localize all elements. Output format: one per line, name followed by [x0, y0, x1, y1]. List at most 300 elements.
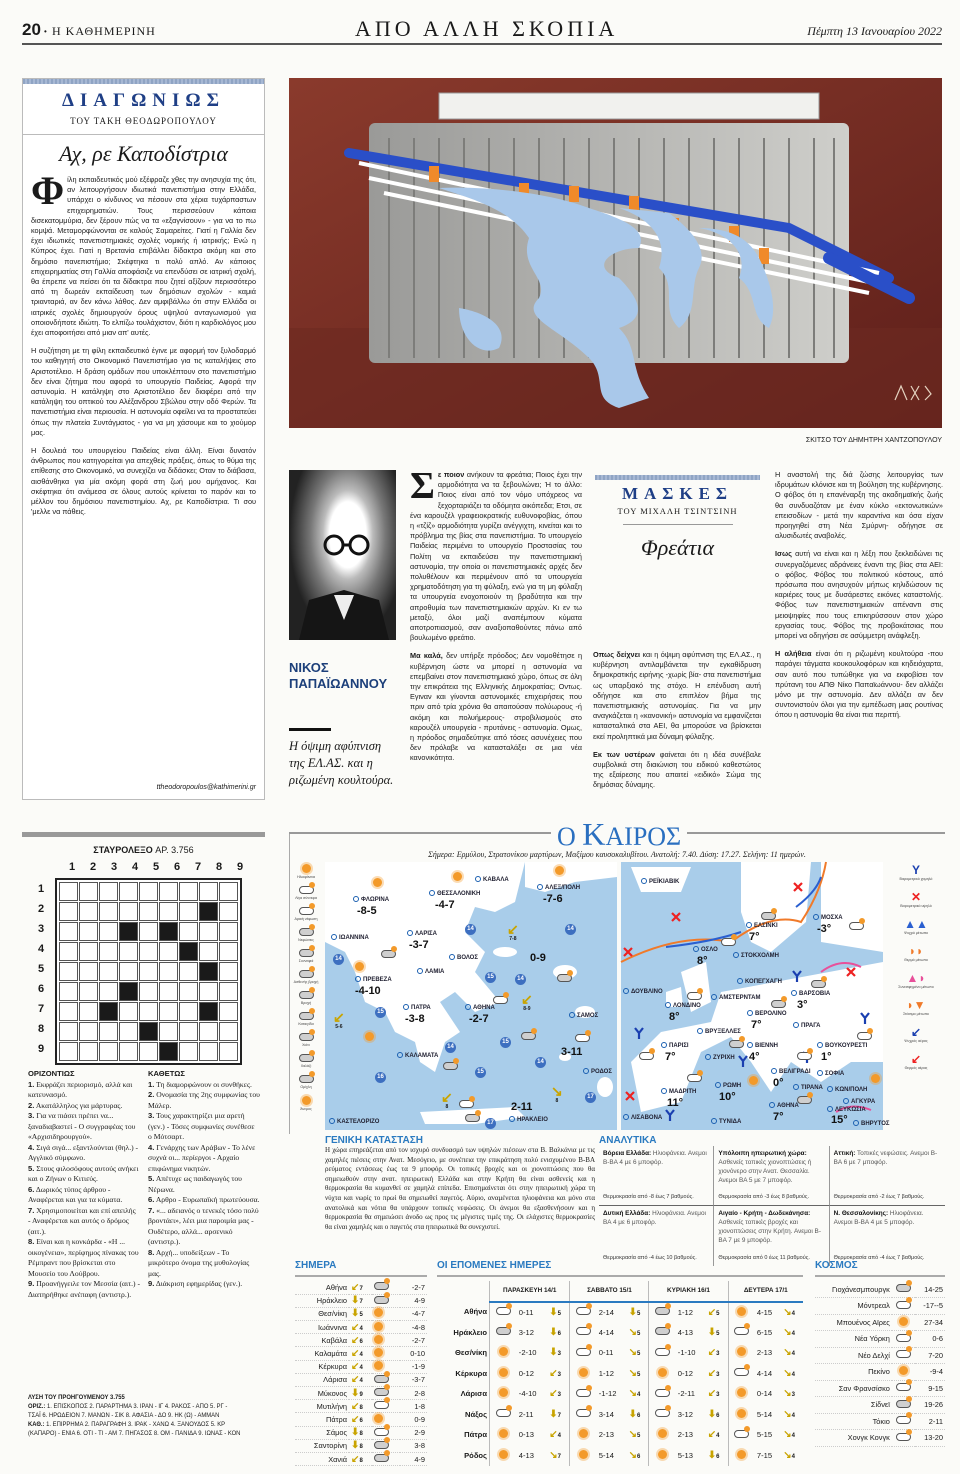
table-row — [295, 1426, 427, 1439]
city-name: Χανιά — [295, 1452, 349, 1465]
city-name: Μυτιλήνη — [295, 1400, 349, 1413]
crossword-cell[interactable] — [79, 902, 98, 921]
crossword-cell[interactable] — [199, 922, 218, 941]
crossword-cell[interactable] — [159, 882, 178, 901]
general-text: Η χώρα επηρεάζεται από τον ισχυρό συνδυασμό των υψηλών πιέσεων στα Β. Βαλκάνια με τις χαμηλές πιέσεις στην Ανατ. Μεσόγειο, με συνέπεια την επικράτηση πολύ ενισχυμένου Β-ΒΑ ρεύματος εντάσεως έως τα 9 μποφόρ. Οι τοπικές βροχές και οι χιονοπτώσεις που θα σημειωθούν στην ανατ. ηπειρωτική Ελλάδα και στην Κρήτη θα είναι ασθενείς και η θερμοκρασία θα κυμανθεί σε χαμηλά επίπεδα. Επισημαίνεται ότι στην ηπειρωτική χώρα τη νύχτα και νωρίς το πρωί θα σημειωθεί παγετός. Αύριο, αναμένεται ηλιοφάνεια και μόνο στα ανατολικά και νότια θα υπάρχουν τοπικές νεφώσεις. Οι άνεμοι θα εξασθενήσουν και η θερμοκρασία θα σημειώσει άνοδο ως προς τις μέγιστες τιμές της. Οι ελάχιστες θερμοκρασίες θα είναι χαμηλές και ο παγετός στα ηπειρωτικά θα συνεχιστεί. — [325, 1146, 595, 1231]
legend-item — [292, 1033, 320, 1048]
map-city-label: ΜΑΔΡΙΤΗ — [661, 1088, 696, 1096]
cartoon — [289, 78, 942, 428]
wind-arrow-icon: ↘ — [628, 1326, 638, 1338]
solution-label: ΚΑΘ.: — [28, 1421, 45, 1428]
wind-arrow-icon: ↙ — [351, 1413, 360, 1425]
city-name: Πάτρα — [295, 1413, 349, 1426]
icon-cell — [649, 1363, 676, 1384]
crossword-cell[interactable] — [139, 982, 158, 1001]
icon-cell — [570, 1445, 597, 1466]
crossword-cell[interactable] — [179, 902, 198, 921]
wind-arrow-icon: ↙ — [351, 1374, 360, 1386]
crossword-cell[interactable] — [99, 922, 118, 941]
crossword-cell[interactable] — [79, 922, 98, 941]
column-numbers — [62, 861, 250, 873]
sun-icon — [365, 1032, 374, 1041]
black-cell — [159, 922, 178, 941]
cartoon-illustration — [289, 78, 942, 428]
temperature: 4-14 — [756, 1368, 773, 1378]
wind-force: 4 — [791, 1330, 796, 1337]
temperature: -4-10 — [518, 1389, 537, 1399]
city-name: Χονγκ Κονγκ — [815, 1430, 892, 1447]
clue-number: 8. — [28, 1237, 35, 1246]
legend-item — [292, 970, 320, 985]
down-title: ΚΑΘΕΤΩΣ — [148, 1069, 185, 1078]
cloud-icon — [374, 1388, 389, 1396]
sun-icon — [499, 1450, 508, 1459]
city-name: Ηράκλειο — [453, 1327, 488, 1337]
table-row — [815, 1298, 945, 1315]
clue-number: 4. — [148, 1142, 155, 1152]
sun-icon — [871, 1074, 880, 1083]
wind-arrow-icon: ⬇ — [549, 1306, 558, 1318]
crossword-cell[interactable] — [119, 942, 138, 961]
weather-title — [551, 816, 687, 853]
city-name: Μύκονος — [295, 1387, 349, 1400]
across-title: ΟΡΙΖΟΝΤΙΩΣ — [28, 1069, 75, 1078]
map-city-label: ΑΜΣΤΕΡΝΤΑΜ — [711, 994, 760, 1002]
crossword-cell[interactable] — [219, 942, 238, 961]
sun-icon — [374, 1414, 383, 1423]
solution-across: 1. ΕΠΙΣΚΟΠΟΣ 2. ΠΑΡΑΡΤΗΜΑ 3. ΙΡΑΝ - ΙΓ 4. ΡΑΚΟΣ - ΑΠΟ 5. ΡΓ - ΤΣΑΪ 6. ΗΡΩΔΕΙΟΝ 7. ΜΑΝΩΝ - ΣΙΚ 8. ΑΦΑΣΙΑ - ΔΟ 9. ΗΚ (Ω) - ΑΜΜΑΝ — [28, 1403, 228, 1419]
temperature: 0-11 — [518, 1307, 534, 1317]
front-legend — [887, 864, 945, 1080]
cloud-icon — [374, 1282, 389, 1290]
issue-date: Πέμπτη 13 Ιανουαρίου 2022 — [807, 24, 942, 38]
crossword-cell[interactable] — [99, 962, 118, 981]
clue — [28, 1101, 140, 1112]
map-temperature: -3-7 — [409, 939, 429, 951]
temperature: 3-12 — [677, 1409, 693, 1419]
cloud-icon — [896, 1350, 911, 1358]
legend-label: Ψυχρός αέρας — [904, 1039, 928, 1043]
portrait-halftone — [289, 470, 396, 640]
map-temperature: 0° — [773, 1077, 784, 1089]
crossword-cell[interactable] — [219, 982, 238, 1001]
cloud-icon — [721, 938, 736, 946]
icon-cell — [570, 1322, 597, 1343]
crossword-cell[interactable] — [119, 1042, 138, 1061]
crossword-cell[interactable] — [139, 922, 158, 941]
wind-force: 7 — [557, 1412, 561, 1419]
wind-cell — [349, 1426, 372, 1439]
cloud-icon — [576, 1389, 591, 1397]
sea-temperature: 15 — [485, 972, 496, 983]
cloud-icon — [729, 1040, 744, 1048]
crossword-cell[interactable] — [59, 902, 78, 921]
clue-text: Αρθρο - Ευρωπαϊκή πρωτεύουσα. — [155, 1195, 260, 1204]
crossword-cell[interactable] — [159, 1002, 178, 1021]
temperature: -9-4 — [915, 1364, 945, 1381]
icon-cell — [490, 1322, 517, 1343]
temperature: 2-13 — [598, 1430, 614, 1440]
wind-force: 7 — [557, 1453, 561, 1460]
map-city-label: ΛΕΥΚΩΣΙΑ — [827, 1106, 866, 1114]
temperature: -1-9 — [400, 1360, 427, 1373]
legend-label: Βαρομετρικό υψηλό — [900, 904, 932, 908]
crossword-cell[interactable] — [99, 1022, 118, 1041]
sea-temperature: 14 — [515, 974, 526, 985]
icon-cell — [892, 1347, 916, 1364]
sun-icon — [374, 1348, 383, 1357]
crossword-cell[interactable] — [99, 942, 118, 961]
weather-subtitle: Σήμερα: Ερμύλου, Στρατονίκου μαρτύρων, Μαξίμου καυσοκαλυβίτου. Ανατολή: 7.40. Δύση: 17.27. Σελήνη: 11 ημερών. — [428, 850, 806, 859]
crossword-cell[interactable] — [159, 1022, 178, 1041]
sea-temperature: 16 — [375, 1072, 386, 1083]
wind-arrow-icon: ↙ — [351, 1453, 360, 1465]
cloud-icon — [557, 974, 572, 982]
wind-force: 5 — [716, 1330, 720, 1337]
temperature: 2-13 — [677, 1430, 693, 1440]
article-title: Φρεάτια — [640, 535, 715, 560]
crossword-cell[interactable] — [59, 982, 78, 1001]
wind-force-label: 5-6 — [335, 1024, 343, 1030]
cloud-icon — [374, 1441, 389, 1449]
crossword-cell[interactable] — [199, 882, 218, 901]
temperature: 4-9 — [400, 1452, 427, 1465]
crossword-cell[interactable] — [219, 1002, 238, 1021]
icon-cell — [372, 1400, 400, 1413]
wind-cell — [627, 1322, 649, 1343]
legend-item — [292, 991, 320, 1006]
cloud-icon — [896, 1416, 911, 1424]
crossword-cell[interactable] — [219, 1022, 238, 1041]
analytic-title: ΑΝΑΛΥΤΙΚΑ — [599, 1135, 657, 1146]
crossword-cell[interactable] — [79, 942, 98, 961]
crossword-cell[interactable] — [99, 1042, 118, 1061]
wind-marker — [521, 992, 533, 1012]
wind-arrow-icon: ↘ — [551, 1083, 563, 1099]
wind-arrow-icon: ↙ — [549, 1388, 558, 1400]
temperature: -2-11 — [677, 1389, 695, 1399]
clue-text: Σιγά σιγά... εξαντλούνται (θηλ.) - Αγγλικό σύμφωνο. — [28, 1142, 139, 1162]
wind-force: 5 — [637, 1351, 641, 1358]
column-number: 6 — [173, 861, 181, 873]
wind-force: 5 — [716, 1310, 720, 1317]
wind-force: 3 — [791, 1392, 796, 1399]
legend-item — [887, 999, 945, 1017]
crossword-cell[interactable] — [59, 1022, 78, 1041]
crossword-cell[interactable] — [199, 1042, 218, 1061]
lead-in: Μα καλά, — [410, 651, 443, 661]
clue-text: Δωρικός τύπος άρθρου - Αναφέρεται και για τα κύματα. — [28, 1184, 123, 1204]
crossword-cell[interactable] — [59, 942, 78, 961]
cloud-icon — [655, 1409, 670, 1417]
crossword-cell[interactable] — [79, 1042, 98, 1061]
author-name — [289, 660, 387, 692]
wind-arrow-icon: ↙ — [351, 1321, 360, 1333]
wind-cell — [349, 1307, 372, 1320]
sea-temperature: 14 — [333, 954, 344, 965]
crossword-cell[interactable] — [139, 942, 158, 961]
column-number: 3 — [110, 861, 118, 873]
wind-arrow-icon: ↘ — [783, 1449, 792, 1461]
wind-cell — [349, 1387, 372, 1400]
wind-cell — [706, 1363, 728, 1384]
icon-cell — [649, 1322, 676, 1343]
wind-arrow-icon: ⬇ — [351, 1387, 360, 1399]
temperature: 4-9 — [400, 1294, 427, 1307]
wind-arrow-icon: ⬇ — [628, 1408, 638, 1420]
crossword-cell[interactable] — [59, 1042, 78, 1061]
clue — [148, 1206, 260, 1248]
map-city-label: ΕΛΣΙΝΚΙ — [746, 922, 778, 930]
cloud-icon — [896, 1301, 911, 1309]
cloud-icon — [761, 912, 776, 920]
cloud-icon — [374, 1401, 389, 1409]
region-forecast: Τοπικές νεφώσεις. Ανεμοι Β-ΒΑ 6 με 7 μποφόρ. — [833, 1150, 938, 1166]
analytic-region — [599, 1146, 714, 1206]
temperature: 5-13 — [677, 1450, 693, 1460]
clue-number: 7. — [148, 1205, 155, 1215]
crossword-cell[interactable] — [159, 962, 178, 981]
region-name: Ν. Θεσσαλονίκης: — [833, 1210, 889, 1217]
article-title: Αχ, ρε Καποδίστρια — [59, 141, 228, 166]
icon-cell — [490, 1425, 517, 1446]
icon-cell — [892, 1380, 916, 1397]
crossword-cell[interactable] — [199, 942, 218, 961]
icon-cell — [728, 1343, 755, 1364]
crossword-cell[interactable] — [219, 922, 238, 941]
wind-cell — [547, 1425, 570, 1446]
front-symbol-icon: ◗▼ — [906, 998, 926, 1012]
crossword-cell[interactable] — [139, 962, 158, 981]
clue-text: Τη διαμορφώνουν οι συνθήκες. — [156, 1079, 252, 1089]
wind-cell — [627, 1363, 649, 1384]
wind-force: 8 — [359, 1444, 363, 1451]
city-name: Μόντρεαλ — [815, 1298, 892, 1315]
crossword-cell[interactable] — [59, 882, 78, 901]
cloud-icon — [299, 886, 314, 894]
wind-force: 3 — [716, 1371, 720, 1378]
cloud-icon — [443, 1062, 458, 1070]
weather-title-o: Ο — [557, 822, 576, 851]
wind-force: 4 — [791, 1371, 796, 1378]
table-row — [295, 1321, 427, 1334]
crossword-cell[interactable] — [119, 1002, 138, 1021]
wind-arrow-icon: ↙ — [441, 1089, 453, 1105]
crossword-cell[interactable] — [179, 922, 198, 941]
crossword-cell[interactable] — [179, 982, 198, 1001]
clue — [28, 1143, 140, 1164]
cloud-icon — [797, 1096, 812, 1104]
map-city-label: ΠΡΑΓΑ — [793, 1022, 821, 1030]
crossword-cell[interactable] — [139, 882, 158, 901]
wind-force: 6 — [359, 1417, 363, 1424]
wind-force-label: 7-8 — [509, 936, 517, 942]
table-row — [437, 1302, 803, 1323]
page-number: 20 — [22, 20, 41, 39]
black-cell — [199, 1002, 218, 1021]
city-name: Θεσ/νίκη — [295, 1307, 349, 1320]
crossword-cell[interactable] — [139, 902, 158, 921]
table-row — [295, 1373, 427, 1386]
crossword-cell[interactable] — [119, 962, 138, 981]
column-number: 7 — [194, 861, 202, 873]
column-number: 5 — [152, 861, 160, 873]
crossword-cell[interactable] — [179, 1022, 198, 1041]
black-cell — [199, 962, 218, 981]
table-row — [295, 1360, 427, 1373]
crossword-cell[interactable] — [219, 882, 238, 901]
analytic-region — [714, 1206, 829, 1266]
icon-cell — [892, 1397, 916, 1414]
legend-item — [887, 1053, 945, 1071]
crossword-cell[interactable] — [79, 982, 98, 1001]
crossword-cell[interactable] — [159, 902, 178, 921]
legend-label: Βροχή — [300, 1001, 312, 1005]
wind-cell — [781, 1384, 803, 1405]
region-forecast: Ηλιοφάνεια. Ανεμοι Β-ΒΑ 4 με 5 μποφόρ. — [833, 1210, 924, 1226]
clue — [28, 1237, 140, 1279]
paragraph: Η δουλειά του υπουργείου Παιδείας είναι άλλη. Είναι δυνατόν άνθρωπος που κατηγορείται για απεχθείς πράξεις, όπως το θύμα της επίθεσης στο Οικονομικό, να συνεχίζει να διδάσκει; Οταν το διάβασα, αισθάνθηκα για μία ακόμη φορά στη ζωή μου αμήχανος. Και σκέφτηκα ότι ανάμεσα σε όλους αυτούς κρίνεται το παρόν και το μέλλον του δημόσιου πανεπιστημίου. Αχ, ρε Καποδίστρια. Τι σου 'μελλε να πάθεις. — [31, 446, 256, 517]
crossword-cell[interactable] — [99, 882, 118, 901]
wind-force: 4 — [791, 1453, 796, 1460]
author-email[interactable]: ttheodoropoulos@kathimerini.gr — [156, 784, 256, 791]
wind-cell — [349, 1439, 372, 1452]
map-city-label: ΜΟΣΧΑ — [813, 914, 843, 922]
sun-icon — [658, 1450, 667, 1459]
icon-cell — [892, 1314, 916, 1331]
crossword-cell[interactable] — [219, 1042, 238, 1061]
clue-number: 5. — [28, 1163, 35, 1173]
crossword-cell[interactable] — [79, 1002, 98, 1021]
crossword-cell[interactable] — [179, 1002, 198, 1021]
crossword-cell[interactable] — [99, 902, 118, 921]
clue — [28, 1185, 140, 1206]
table-row — [295, 1347, 427, 1360]
today-title: ΣΗΜΕΡΑ — [295, 1260, 337, 1271]
table-row — [295, 1452, 427, 1465]
wind-cell — [781, 1404, 803, 1425]
clue-number: 2. — [148, 1090, 155, 1099]
wind-arrow-icon: ↘ — [783, 1306, 792, 1318]
wind-cell — [627, 1404, 649, 1425]
cloud-icon — [299, 1033, 314, 1041]
crossword-cell[interactable] — [179, 882, 198, 901]
icon-cell — [372, 1321, 400, 1334]
city-name: Ρόδος — [464, 1450, 488, 1460]
wind-cell — [349, 1400, 372, 1413]
map-city-label: ΒΡΥΞΕΛΛΕΣ — [697, 1028, 741, 1036]
cloud-icon — [299, 1075, 314, 1083]
wind-force: 6 — [557, 1330, 561, 1337]
crossword-cell[interactable] — [219, 962, 238, 981]
row-number: 2 — [38, 903, 45, 915]
wind-arrow-icon: ⬇ — [351, 1308, 360, 1320]
crossword-cell[interactable] — [139, 1042, 158, 1061]
crossword-cell[interactable] — [59, 1002, 78, 1021]
crossword-cell[interactable] — [159, 942, 178, 961]
crossword-cell[interactable] — [59, 962, 78, 981]
wind-cell — [547, 1363, 570, 1384]
analytic-region — [830, 1146, 945, 1206]
crossword-cell[interactable] — [99, 982, 118, 1001]
clue-text: Εκφράζει περιορισμό, αλλά και κατευνασμό. — [28, 1079, 133, 1099]
weather-title-rest: ΑΙΡΟΣ — [605, 822, 682, 851]
crossword-cell[interactable] — [139, 1002, 158, 1021]
wind-force: 6 — [716, 1412, 720, 1419]
clue-number: 1. — [28, 1079, 35, 1089]
crossword-cell[interactable] — [199, 1022, 218, 1041]
crossword-cell[interactable] — [199, 982, 218, 1001]
icon-cell — [892, 1281, 916, 1298]
sun-icon — [499, 1368, 508, 1377]
paragraph: Η αναστολή της διά ζώσης λειτουργίας των ιδρυμάτων κλόνισε και τη βούληση της κυβέρνησης. Ο φόβος ότι η επανέναρξη της ακαδημαϊκής ζωής θα συνδυαζόταν με έναν κύκλο «εκτονωτικών» επεισοδίων - μετά την καραντίνα και όσα είχαν προηγηθεί στη Νέα Σμύρνη- οδήγησε σε αλυσιδωτές αναβολές. — [775, 470, 943, 541]
crossword-cell[interactable] — [79, 962, 98, 981]
crossword-cell[interactable] — [119, 1022, 138, 1041]
cloud-icon — [687, 1074, 702, 1082]
crossword-cell[interactable] — [179, 1042, 198, 1061]
map-city-label: ΚΑΒΑΛΑ — [475, 876, 509, 884]
crossword-cell[interactable] — [219, 902, 238, 921]
general-title: ΓΕΝΙΚΗ ΚΑΤΑΣΤΑΣΗ — [325, 1135, 423, 1146]
wind-arrow-icon: ↙ — [507, 921, 519, 937]
front-symbol-icon: ↙ — [910, 1025, 922, 1039]
city-name: Αθήνα — [295, 1281, 349, 1294]
crossword-cell[interactable] — [79, 882, 98, 901]
crossword-cell[interactable] — [179, 962, 198, 981]
crossword-cell[interactable] — [59, 922, 78, 941]
crossword-cell[interactable] — [119, 882, 138, 901]
cloud-icon — [734, 1430, 749, 1438]
clue-text: «... αδειανός ο τενεκές τόσο πολύ βροντάει», λέει μια παροιμία μας - Ουδέτερο, αλλά... αρσενικό (αντιστρ.). — [148, 1205, 259, 1246]
wind-force-label: 8 — [445, 1104, 449, 1110]
wind-cell — [781, 1322, 803, 1343]
city-name: Λάρισα — [460, 1389, 488, 1399]
city-name: Νέο Δελχί — [815, 1347, 892, 1364]
icon-cell — [372, 1347, 400, 1360]
wind-force: 3 — [557, 1392, 561, 1399]
legend-item — [887, 891, 945, 909]
map-temperature: 7° — [773, 1111, 784, 1123]
rain-cloud-icon — [374, 1296, 389, 1304]
day-header: ΚΥΡΙΑΚΗ 16/1 — [649, 1281, 728, 1302]
wind-arrow-icon: ⬇ — [707, 1326, 717, 1338]
icon-cell — [570, 1404, 597, 1425]
legend-item — [887, 972, 945, 990]
legend-label: Ομίχλη — [300, 1085, 312, 1089]
legend-label: Στάσιμο μέτωπο — [903, 1012, 929, 1016]
clue — [28, 1206, 140, 1238]
wind-arrow-icon: ↙ — [707, 1367, 717, 1379]
table-row — [437, 1363, 803, 1384]
cloud-icon — [521, 1032, 536, 1040]
wind-arrow-icon: ↙ — [351, 1334, 360, 1346]
paragraph: και η όψιμη αφύπνιση της ΕΛ.ΑΣ., η κυβέρνηση αντιλαμβάνεται την εγκαθίδρυση δημοκρατικής ειρήνης -χωρίς βία- στα πανεπιστήμια ως υπαρξιακό της στόχο. Η επένδυση αυτή οδήγησε και στο επιπλέον βήμα της πανεπιστημιακής αστυνομίας. Για να μην αναγκάζεται η «κανονική» αστυνομία να εμφανίζεται κατασταλτικά στα ΑΕΙ, θα μπορούσε να βρίσκεται εκεί προληπτικά μια δύναμη φύλαξης. — [593, 650, 761, 741]
crossword-cell[interactable] — [79, 1022, 98, 1041]
crossword-cell[interactable] — [159, 982, 178, 1001]
table-row — [295, 1294, 427, 1307]
region-name: Υπόλοιπη ηπειρωτική χώρα: — [718, 1150, 807, 1157]
sun-icon — [899, 1366, 908, 1375]
row-number: 3 — [38, 923, 45, 935]
clue-number: 5. — [148, 1174, 155, 1183]
cloud-icon — [655, 1327, 670, 1335]
map-city-label: ΛΑΜΙΑ — [417, 968, 444, 976]
icon-cell — [372, 1334, 400, 1347]
table-row — [295, 1439, 427, 1452]
crossword-cell[interactable] — [119, 902, 138, 921]
temperature: -2-7 — [400, 1281, 427, 1294]
legend-label: Λίγα σύννεφα — [295, 896, 317, 900]
